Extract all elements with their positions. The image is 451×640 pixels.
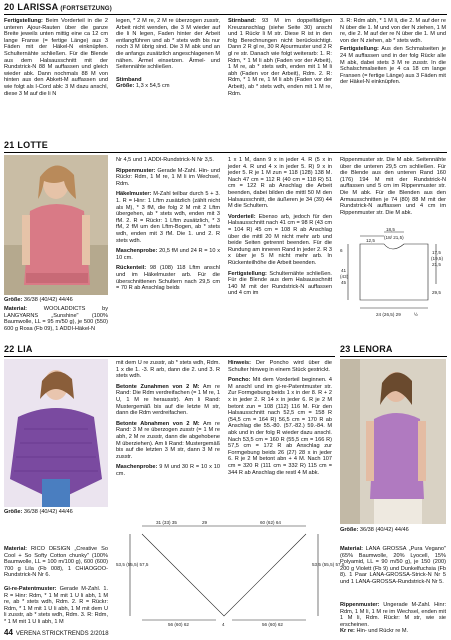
lia-dim-top-left: 31 (33) 35 bbox=[156, 520, 177, 525]
magazine-name: VERENA STRICKTRENDS 2/2018 bbox=[15, 631, 109, 637]
section-23-heading bbox=[340, 344, 393, 354]
section-title: LARISSA bbox=[17, 2, 59, 12]
lia-dim-bottom-left: 56 (60) 62 bbox=[168, 622, 189, 627]
text: Schulternähte schließen. Für die Blende aus dem Halsausschnitt 140 M mit der Rundstrick-N auffassen und 4 cm im bbox=[228, 270, 332, 297]
section-20-rule bbox=[4, 14, 447, 15]
lotte-dim-half: ½ bbox=[414, 312, 418, 317]
label: Poncho: bbox=[228, 377, 251, 384]
lia-dim-bottom-right: 56 (60) 62 bbox=[262, 622, 283, 627]
value: 36/38 (40/42) 44/46 bbox=[23, 297, 73, 303]
label: Vorderteil: bbox=[228, 213, 256, 220]
text: LANA GROSSA „Pura Vegano" (65% Baumwolle, 20% Lyocell, 15% Polyamid, LL = 90 m/50 g), je 150 (200) 200 g Violett (Fb 9) und Dunkelfuchsia (Fb 8). 1 Paar LANA-GROSSA-Strick-N Nr 5 und 1 LANA-GROSSA-Rundstrick-N Nr 5. bbox=[340, 546, 446, 585]
section-22-rule bbox=[4, 356, 335, 357]
label: Gi-re-Patentmuster: bbox=[4, 586, 57, 592]
text: 3. R: Rdm abh, * 1 M li, die 2. M auf der re N über die 1. M und von der N ziehen, 1 M re, die 2. M auf der re N über die 1. M und von der N ziehen, ab * stets wdh. bbox=[340, 18, 446, 44]
lia-schematic-outline bbox=[142, 534, 306, 616]
lotte-col2 bbox=[116, 157, 220, 347]
lia-schematic bbox=[116, 520, 345, 627]
lotte-dim-side: 29,5 bbox=[432, 290, 441, 295]
lia-col2 bbox=[116, 360, 220, 520]
lenora-kr bbox=[340, 628, 446, 636]
text: Ungerade M-Zahl. Hinr: Rdm, 1 M li, 1 M re im Wechsel, enden mit 1 M li, Rdm. Rückr: M str, wie sie erscheinen. bbox=[340, 602, 446, 628]
lotte-dim-top: 18,5 bbox=[386, 227, 395, 232]
lotte-dim-right2: (19,5) bbox=[431, 256, 444, 261]
label: Fertigstellung: bbox=[4, 18, 43, 24]
text: Der Poncho wird über die Schulter hinweg in einem Stück gestrickt. bbox=[228, 360, 332, 373]
section-22-heading bbox=[4, 344, 33, 354]
label: Rückenteil: bbox=[116, 265, 147, 272]
label: Maschenprobe: bbox=[116, 464, 158, 471]
section-number: 23 bbox=[340, 344, 351, 354]
lotte-photo bbox=[4, 155, 108, 295]
label: Größe: bbox=[340, 527, 359, 533]
section-21-rule bbox=[4, 152, 447, 153]
lia-gi-pattern bbox=[4, 586, 108, 630]
page-footer bbox=[4, 628, 109, 637]
text: Am re Rand: 3 M re überzogen zusstr (= 1 M re abh, 2 M re zusstr, dann die abgehobene M überziehen). Am li Rand: Mustergemäß bis auf die letzten 3 M str, dann 3 M re zusstr. bbox=[116, 420, 221, 460]
larissa-col2 bbox=[116, 18, 220, 138]
lia-dim-left: 53,5 (55,5) 57,5 bbox=[116, 562, 149, 567]
lotte-dim-small: 6 bbox=[340, 248, 343, 253]
lotte-dim-right3: 21,5 bbox=[432, 262, 441, 267]
value: 36/38 (40/42) 44/46 bbox=[23, 509, 73, 515]
text: Mit dem Vorderteil beginnen. 4 M anschl und im gi-re-Patentmuster str. Zur Formgebung beids 1 x in der 8. R + 2 x in jeder 2. R 14 x in jeder 6. R je 2 M betont zun = 108 (112) 116 M. Für den Halsausschnitt nach 52,5 cm = 158 R (54,5 cm = 164 R) 56,5 cm = 170 R ab Anschlag die 55.-80. (57.-82.) 59.-84. M abk und in der folg R wieder dazu anschl. Nach 53,5 cm = 160 R (55,5 cm = 166 R) 57,5 cm = 172 R ab Anschlag zur Formgebung beids 26 (27) 28 x in jeder 6. R je 2 M betont abn + 4 M. Nach 107 cm = 320 R (111 cm = 332 R) 115 cm = 344 R ab Anschlag die restl 4 M abk. bbox=[228, 377, 333, 476]
text: 9 M und 30 R = 10 x 10 cm. bbox=[116, 464, 220, 477]
lia-dim-right: 53,5 (55,5) 57,5 bbox=[312, 562, 345, 567]
text: Gerade M-Zahl. 1. R = Hinr: Rdm, * 1 M mit 1 U li abh, 1 M re, ab * stets wdh, Rdm. 2. R = Rückr: Rdm, * 1 M mit 1 U li abh, 1 M mit dem U li zusstr, ab * stets wdh, Rdm. 3. R: Rdm, * 1 M mit 1 U li abh, 1 M bbox=[4, 586, 108, 625]
label: Betonte Abnahmen von 2 M: bbox=[116, 420, 200, 427]
lia-photo bbox=[4, 359, 108, 507]
section-title: LENORA bbox=[353, 344, 393, 354]
lia-photo-illustration bbox=[4, 359, 108, 507]
label: Stirnband: bbox=[228, 18, 256, 24]
section-number: 22 bbox=[4, 344, 15, 354]
larissa-col1 bbox=[4, 18, 108, 138]
label: Betonte Zunahmen von 2 M: bbox=[116, 383, 200, 390]
lenora-size bbox=[340, 527, 409, 533]
larissa-col3 bbox=[228, 18, 332, 138]
text: Hin- und Rückr re M. bbox=[356, 628, 409, 634]
lotte-dim-mid2: (43) bbox=[340, 274, 349, 279]
text: 1 x 1 M, dann 9 x in jeder 4. R (5 x in jeder 4. R und 4 x in jeder 5. R) 9 x in jeder 5. R je 1 M zun = 118 (128) 138 M. Nach 47 cm = 112 R (40 cm = 118 R) 51 cm = 122 R ab Anschlag die Arbeit beenden, dabei bilden die mittl 50 M den Halsausschnitt, die äußeren je 34 (39) 44 M die Schultern. bbox=[228, 157, 332, 210]
lotte-schematic bbox=[340, 228, 446, 346]
lia-dim-quarter: 4 bbox=[222, 622, 225, 627]
lotte-photo-illustration bbox=[4, 155, 108, 295]
label: Rippenmuster: bbox=[116, 167, 156, 174]
lotte-dim-mid: 41 bbox=[341, 268, 347, 273]
lotte-material bbox=[4, 306, 108, 346]
section-number: 20 bbox=[4, 2, 15, 12]
label: Rippenmuster: bbox=[340, 602, 380, 608]
lotte-col3 bbox=[228, 157, 332, 347]
text: Nr 4,5 und 1 ADDI-Rundstrick-N Nr 3,5. bbox=[116, 157, 214, 163]
lotte-schematic-outline bbox=[360, 244, 428, 300]
section-21-heading bbox=[4, 140, 48, 150]
label: Stimband bbox=[116, 76, 142, 83]
text: WOOLADDICTS by LANGYARNS „Sunshine" (100% Baumwolle, LL = 95 m/50 g), je 500 (550) 600 g Rosa (Fb 09), 1 ADDI-Häkel-N bbox=[4, 306, 108, 332]
text: M-Zahl teilbar durch 5 + 3. 1. R = Hinr: 1 Lftm zusätzlich (zählt nicht als M), * 3 fM, die folg 2 M mit 2 Lftm übergehen, ab * stets wdh, enden mit 3 fM. 2. R = Rückr: 1 Lftm zusätzlich, * 3 fM, 2 fM um den Lftm-Bogen, ab * stets wdh, enden mit 3 fM. Die 1. und 2. R stets wdh. bbox=[116, 191, 220, 244]
section-subtitle: (FORTSETZUNG) bbox=[60, 6, 112, 12]
larissa-col4 bbox=[340, 18, 446, 138]
lenora-photo bbox=[340, 359, 446, 524]
label: Material: bbox=[4, 546, 28, 552]
section-number: 21 bbox=[4, 140, 15, 150]
label: Größe: bbox=[4, 509, 23, 515]
label: Maschenprobe: bbox=[116, 248, 158, 255]
lotte-dim-right: 17,5 bbox=[432, 250, 441, 255]
label: Häkelmuster: bbox=[116, 191, 152, 198]
text: mit dem U re zusstr, ab * stets wdh, Rdm. 1 x die 1. -3. R arb, dann die 2. und 3. R stets wdh. bbox=[116, 360, 220, 380]
section-title: LOTTE bbox=[17, 140, 48, 150]
text: 20,5 fM und 24 R = 10 x 10 cm. bbox=[116, 248, 220, 261]
text: Rippenmuster str. Die M abk. Seitennähte über die unteren 29,5 cm schließen. Für die Blende aus den unteren Rand 160 (176) 194 M mit der Rundstrick-N auffassen und 5 cm im Rippenmuster str. Die M abk. Für die Blenden aus den Armausschnitten je 74 (80) 88 M mit der Rundstrick-N auffassen und 4 cm im Rippenmuster str. Die M abk. bbox=[340, 157, 446, 216]
label: Material: bbox=[4, 306, 28, 312]
text: Gerade M-Zahl. Hin- und Rückr: Rdm, 1 M re, 1 M li im Wechsel, Rdm. bbox=[116, 167, 220, 187]
section-title: LIA bbox=[17, 344, 33, 354]
value: 1,3 x 54,5 cm bbox=[135, 83, 170, 90]
label: Größe: bbox=[4, 297, 23, 303]
value: 36/38 (40/42) 44/46 bbox=[359, 527, 409, 533]
lotte-dim-bottom: 24 (26,5) 29 bbox=[376, 312, 401, 317]
lenora-rippen bbox=[340, 602, 446, 628]
lotte-col4 bbox=[340, 157, 446, 225]
text: Ebenso arb, jedoch für den Halsausschnitt nach 41 cm = 98 R (43 cm = 104 R) 45 cm = 108 R ab Anschlag über die mittl 20 M nicht mehr arb und beide Seiten getrennt beenden. Für die Rundung am inneren Rand in jeder 2. R 3 x über je 5 M nicht mehr arb. In Rückenteilhöhe die Arbeit beenden. bbox=[228, 213, 333, 266]
lotte-dim-top2: (18/ 21,5) bbox=[384, 235, 404, 240]
lenora-material bbox=[340, 546, 446, 601]
text: 98 (108) 118 Lftm anschl und im Häkelmuster arb. Für die überschnittenen Schultern nach 29,5 cm = 70 R ab Anschlag beids bbox=[116, 265, 220, 292]
lotte-dim-left-w: 12,5 bbox=[366, 238, 375, 243]
label: Material: bbox=[340, 546, 364, 552]
label: Fertigstellung: bbox=[340, 46, 379, 53]
section-23-rule bbox=[340, 356, 447, 357]
text: Aus den Schmalseiten je 24 M auffassen und in der folg Rückr alle M abk, dabei stets 3 M re zusstr. In die Schalschmalseiten je 4 ca 18 cm lange Fransen (= fertige Länge) aus 3 Fäden mit der Häkel-N einknüpfen. bbox=[340, 46, 446, 86]
text: Am re Rand: Die Rdm verdreifachen (= 1 M re, 1 U, 1 M re herausstr). Am li Rand: Mustergemäß bis auf die letzte M str, dann die Rdm verdreifachen. bbox=[116, 383, 220, 417]
lotte-dim-mid3: 45 bbox=[341, 280, 347, 285]
lia-size bbox=[4, 509, 73, 515]
text: RICO DESIGN „Creative So Cool + So Softy Cotton chunky" (100% Baumwolle, LL = 100 m/100 g), 600 (600) 700 g Lila (Fb 008), 1 CHIAOGOO-Rundstrick-N Nr 6. bbox=[4, 546, 108, 579]
lia-dim-top-far: 60 (62) 64 bbox=[260, 520, 281, 525]
text: 93 M im doppelfädigen Kreuzanschlag (siehe Seite 30) anschl und 1 Rückr li M str. Diese R ist in den folg Berechnungen nicht berücksichtigt. Dann 2 R gl re, 30 R Ajourmuster und 2 R gl re str. Danach wie folgt weiterarb: 1. R: Rdm, * 1 M li abh (Faden vor der Arbeit), 1 M re, ab * stets wdh, enden mit 1 M li abh (Faden vor der Arbeit), Rdm. 2. R: Rdm, * 1 M re, 1 M li abh (Faden vor der Arbeit), ab * stets wdh, enden mit 1 M re, Rdm. bbox=[228, 18, 332, 97]
lenora-photo-illustration bbox=[340, 359, 446, 524]
section-20-heading bbox=[4, 2, 112, 12]
label: Hinweis: bbox=[228, 360, 252, 366]
text: legen, * 2 M re, 2 M re überzogen zusstr, Arbeit nicht wenden, die 3 M wieder auf die li N legen, Faden hinter der Arbeit entlangführen und ab * stets wdh bis nur noch 3 M übrig sind. Die 3 M abk und an die anfangs zusätzlich angeschlagenen M nähen. Ärmel einsetzen. Ärmel- und Seitennähte schließen. bbox=[116, 18, 220, 71]
label: Größe: bbox=[116, 83, 135, 90]
label: Kr re: bbox=[340, 628, 355, 634]
text: Beim Vorderteil in die 2 unteren Ajour-Rauten über die ganze Breite jeweils unten mittig eine ca 12 cm lange Franse (= fertige Länge) aus 3 Fäden mit der Häkel-N einknüpfen. Schulternähte schließen. Für die Blende aus dem Halsausschnitt mit der Rundstrick-N 88 M auffassen und gleich wieder abk. Dann nochmals 88 M von hinten aus den Abkett-M auffassen und wie folgt als I-Cord abk: 3 M dazu anschl, diese 3 M auf die li N bbox=[4, 18, 108, 97]
lia-col3 bbox=[228, 360, 332, 520]
lia-material bbox=[4, 546, 108, 586]
page-number: 44 bbox=[4, 628, 13, 637]
lotte-size bbox=[4, 297, 73, 303]
label: Fertigstellung: bbox=[228, 270, 267, 277]
lia-dim-top-right: 29 bbox=[202, 520, 208, 525]
